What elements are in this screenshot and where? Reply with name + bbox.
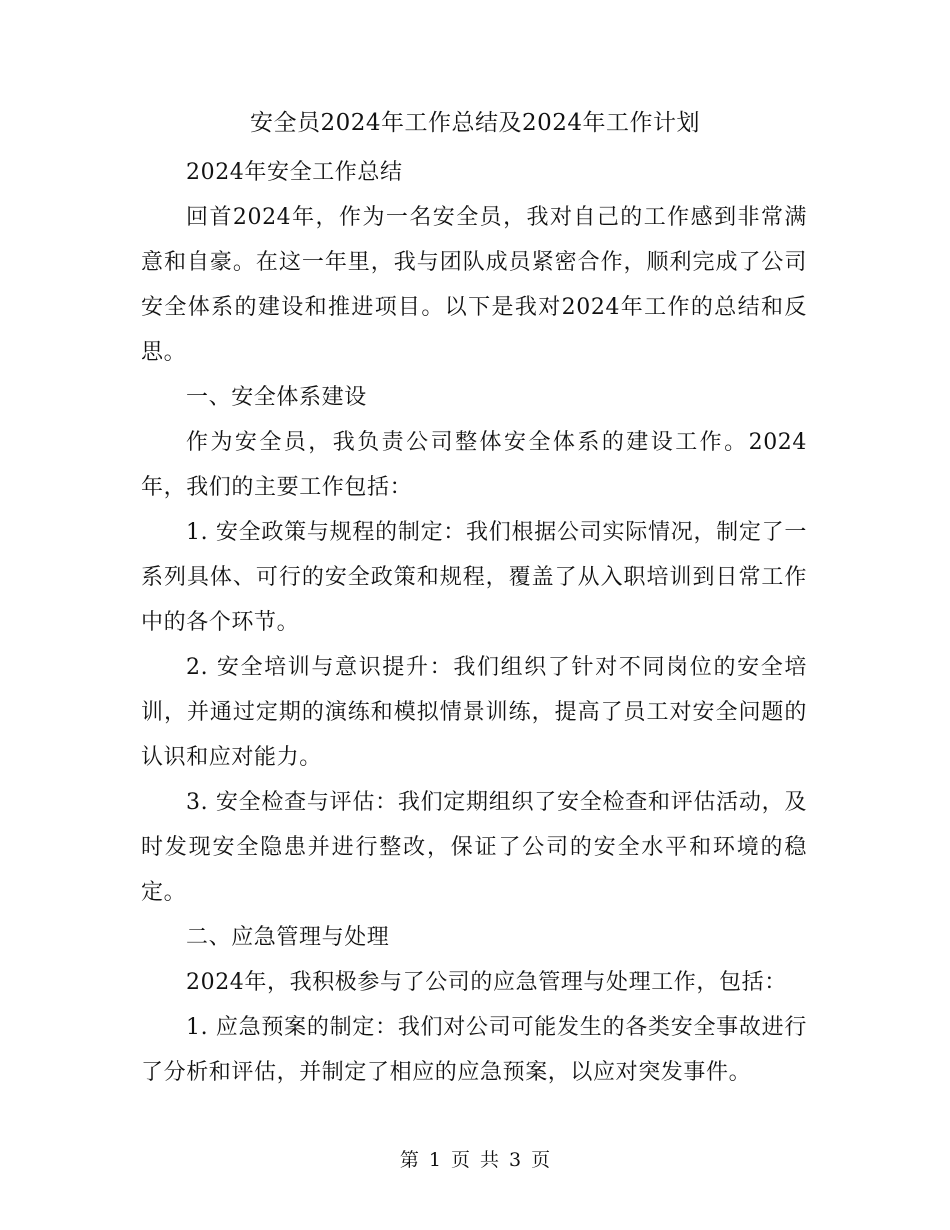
paragraph: 2024年，我积极参与了公司的应急管理与处理工作，包括：: [186, 970, 787, 995]
list-item: 2. 安全培训与意识提升：我们组织了针对不同岗位的安全培训，并通过定期的演练和模拟情景训练，提高了员工对安全问题的认识和应对能力。: [141, 655, 807, 770]
section-heading: 一、安全体系建设: [186, 385, 367, 410]
list-item: 1. 安全政策与规程的制定：我们根据公司实际情况，制定了一系列具体、可行的安全政策和规程，覆盖了从入职培训到日常工作中的各个环节。: [141, 520, 807, 635]
list-item: 3. 安全检查与评估：我们定期组织了安全检查和评估活动，及时发现安全隐患并进行整改，保证了公司的安全水平和环境的稳定。: [141, 790, 807, 905]
paragraph: 作为安全员，我负责公司整体安全体系的建设工作。2024年，我们的主要工作包括：: [141, 430, 807, 500]
section-heading: 二、应急管理与处理: [186, 925, 390, 950]
paragraph: 回首2024年，作为一名安全员，我对自己的工作感到非常满意和自豪。在这一年里，我与团队成员紧密合作，顺利完成了公司安全体系的建设和推进项目。以下是我对2024年工作的总结和反思。: [141, 205, 807, 365]
document-body: [141, 150, 807, 1095]
page-number-footer: 第 1 页 共 3 页: [399, 1149, 551, 1171]
section-heading: 2024年安全工作总结: [186, 160, 403, 185]
list-item: 1. 应急预案的制定：我们对公司可能发生的各类安全事故进行了分析和评估，并制定了相应的应急预案，以应对突发事件。: [141, 1015, 807, 1085]
document-title: 安全员2024年工作总结及2024年工作计划: [249, 110, 701, 136]
